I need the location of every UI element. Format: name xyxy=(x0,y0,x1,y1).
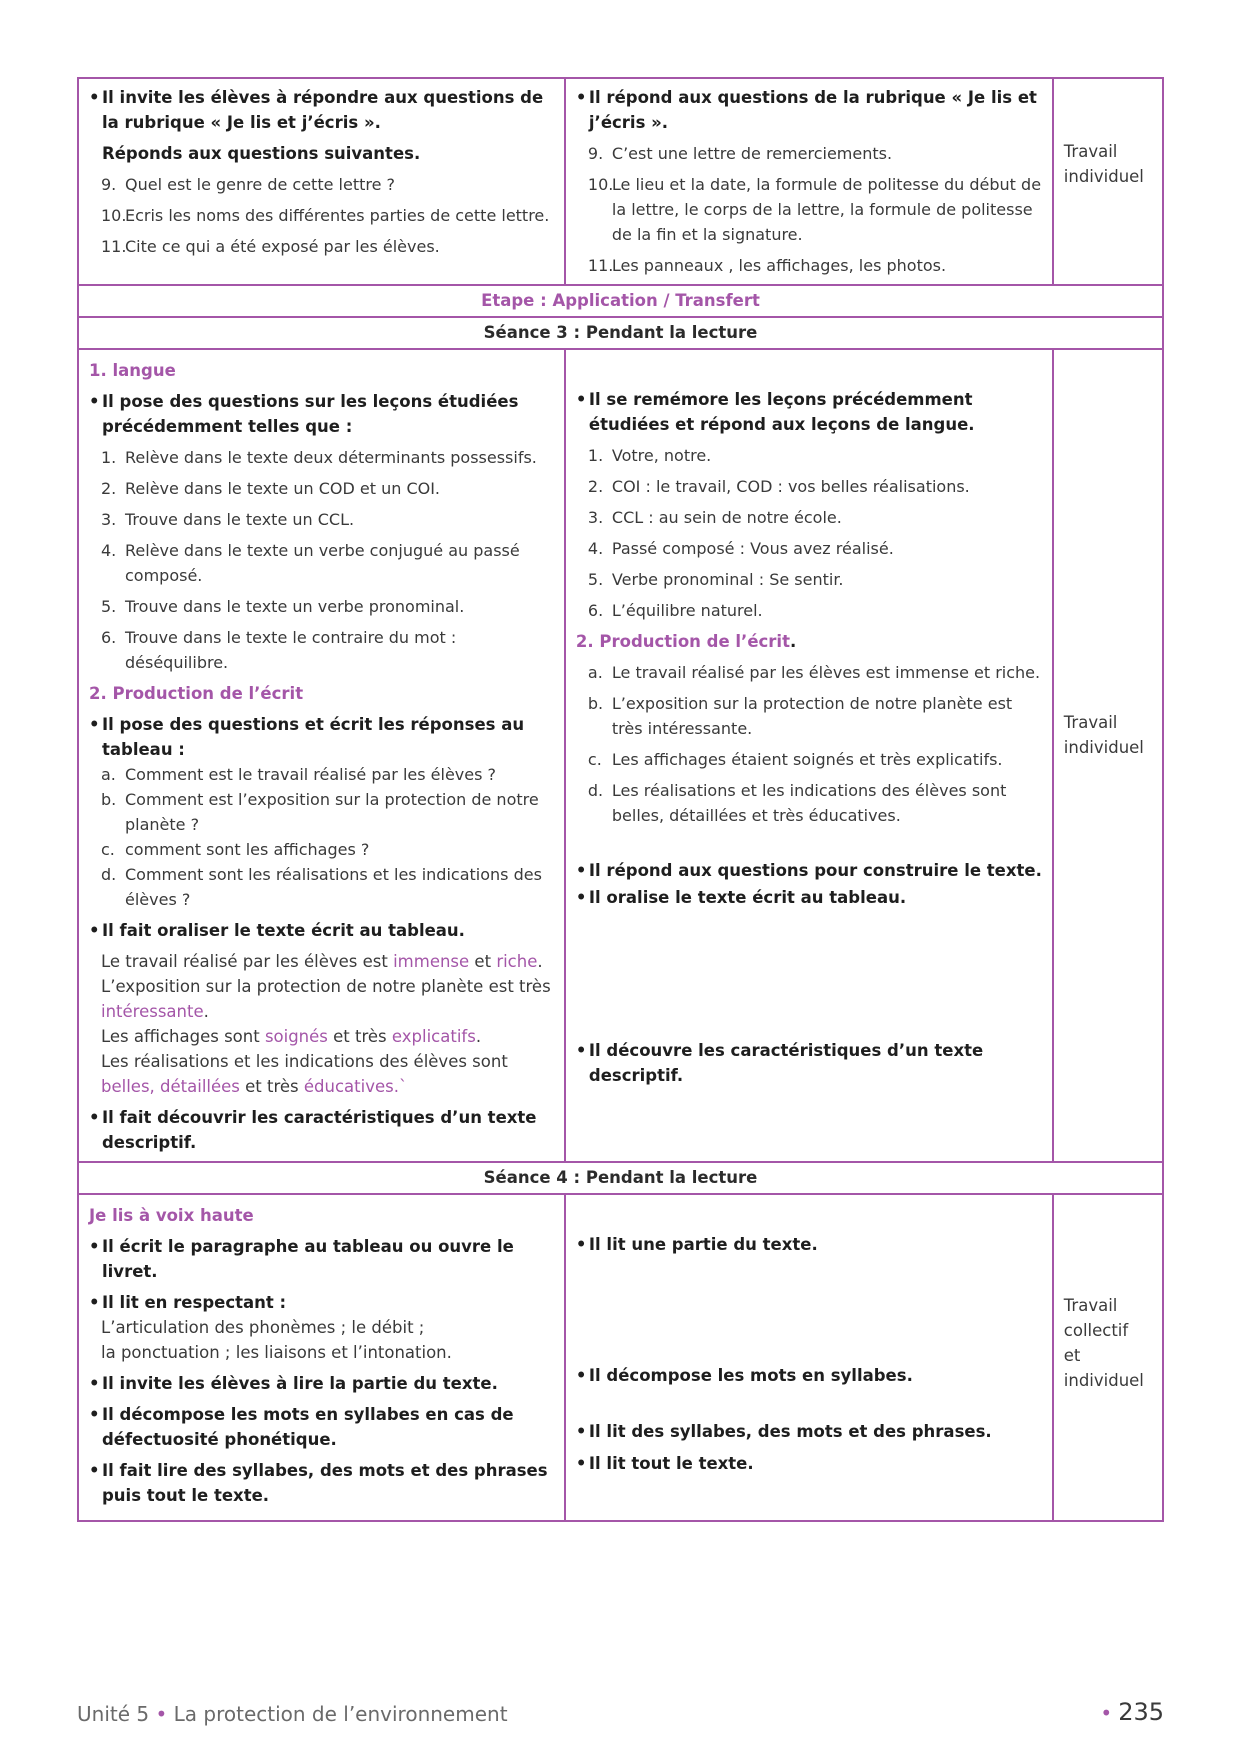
bullet-text: • Il fait oraliser le texte écrit au tableau. xyxy=(89,918,556,943)
item-text: C’est une lettre de remerciements. xyxy=(611,144,893,163)
work-mode-line: Travail xyxy=(1063,713,1118,732)
item-text: Relève dans le texte deux déterminants possessifs. xyxy=(125,448,537,467)
list-item xyxy=(89,837,556,862)
unit-label: Unité 5 xyxy=(77,1702,150,1726)
list-item xyxy=(89,203,556,228)
item-letter: b. xyxy=(101,790,117,809)
list-item xyxy=(89,762,556,787)
item-text: Trouve dans le texte un verbe pronominal. xyxy=(125,597,465,616)
list-item xyxy=(576,443,1044,468)
item-text: comment sont les affichages ? xyxy=(125,840,370,859)
list-item xyxy=(576,172,1044,247)
highlight-word: belles, détaillées xyxy=(101,1077,240,1096)
board-text xyxy=(89,949,556,1099)
list-item xyxy=(89,172,556,197)
section-heading-lecture: Je lis à voix haute xyxy=(89,1206,254,1225)
row-seance-3 xyxy=(78,317,1163,349)
page-dot: • xyxy=(1100,1701,1113,1725)
bullet-text: • Il oralise le texte écrit au tableau. xyxy=(576,885,1044,910)
page-footer xyxy=(77,1702,508,1726)
bullet-text: • Il écrit le paragraphe au tableau ou ouvre le livret. xyxy=(89,1234,556,1284)
item-letter: c. xyxy=(101,840,115,859)
student-cell xyxy=(565,349,1053,1162)
lesson-table xyxy=(77,77,1164,1522)
list-item xyxy=(576,141,1044,166)
item-text: Verbe pronominal : Se sentir. xyxy=(611,570,844,589)
section-heading-production xyxy=(576,629,1044,654)
item-number: 10. xyxy=(587,175,614,194)
work-mode-line: collectif xyxy=(1063,1321,1129,1340)
bullet-text: • Il pose des questions sur les leçons étudiées précédemment telles que : xyxy=(89,389,556,439)
work-mode-line: individuel xyxy=(1063,1371,1144,1390)
item-text: Votre, notre. xyxy=(611,446,712,465)
teacher-cell xyxy=(78,78,565,285)
item-number: 5. xyxy=(101,597,117,616)
list-item xyxy=(89,476,556,501)
item-text: COI : le travail, COD : vos belles réalisations. xyxy=(611,477,970,496)
etape-heading: Etape : Application / Transfert xyxy=(78,285,1163,317)
list-item xyxy=(576,778,1044,828)
item-number: 6. xyxy=(587,601,604,620)
item-number: 4. xyxy=(101,541,117,560)
item-letter: b. xyxy=(587,694,604,713)
item-text: Relève dans le texte un COD et un COI. xyxy=(125,479,441,498)
list-item xyxy=(576,474,1044,499)
highlight-word: éducatives.` xyxy=(303,1077,408,1096)
list-item xyxy=(89,507,556,532)
work-mode-line: Travail xyxy=(1063,1296,1118,1315)
item-text: Trouve dans le texte le contraire du mot : déséquilibre. xyxy=(125,628,457,672)
item-letter: d. xyxy=(587,781,604,800)
item-letter: a. xyxy=(587,663,603,682)
bullet-text: • Il répond aux questions pour construire le texte. xyxy=(576,858,1044,883)
highlight-word: explicatifs xyxy=(391,1027,476,1046)
section-heading-langue: 1. langue xyxy=(89,361,176,380)
student-cell xyxy=(565,78,1053,285)
item-number: 4. xyxy=(587,539,604,558)
item-text: Les réalisations et les indications des élèves sont belles, détaillées et très éducatives. xyxy=(611,781,1007,825)
text-run: Les affichages sont xyxy=(101,1027,265,1046)
instruction: Réponds aux questions suivantes. xyxy=(102,144,421,163)
item-text: Ecris les noms des différentes parties de cette lettre. xyxy=(125,206,550,225)
work-mode-cell xyxy=(1053,349,1163,1162)
bullet-text: • Il lit une partie du texte. xyxy=(576,1232,1044,1257)
item-text: Comment est le travail réalisé par les élèves ? xyxy=(125,765,497,784)
item-text: Les panneaux , les affichages, les photos. xyxy=(611,256,947,275)
separator-dot: • xyxy=(155,1702,168,1726)
student-cell xyxy=(565,1194,1053,1521)
item-letter: a. xyxy=(101,765,116,784)
row-seance-3-content xyxy=(78,349,1163,1162)
item-number: 3. xyxy=(101,510,117,529)
seance-4-heading: Séance 4 : Pendant la lecture xyxy=(78,1162,1163,1194)
item-number: 9. xyxy=(101,175,117,194)
row-je-lis-et-jecris xyxy=(78,78,1163,285)
bullet-text: • Il répond aux questions de la rubrique « Je lis et j’écris ». xyxy=(576,85,1044,135)
item-text: Relève dans le texte un verbe conjugué au passé composé. xyxy=(125,541,520,585)
text-run: et xyxy=(469,952,497,971)
bullet-text: • Il découvre les caractéristiques d’un texte descriptif. xyxy=(576,1038,1044,1088)
item-text: Les affichages étaient soignés et très explicatifs. xyxy=(611,750,1003,769)
row-seance-4 xyxy=(78,1162,1163,1194)
page-number-value: 235 xyxy=(1118,1698,1164,1726)
text-run: . xyxy=(475,1027,482,1046)
list-item xyxy=(576,505,1044,530)
text-run: Les réalisations et les indications des élèves sont xyxy=(101,1052,508,1071)
list-item xyxy=(576,747,1044,772)
item-text: Cite ce qui a été exposé par les élèves. xyxy=(125,237,440,256)
list-item xyxy=(576,253,1044,278)
bullet-text: • Il invite les élèves à répondre aux questions de la rubrique « Je lis et j’écris ». xyxy=(89,85,556,135)
list-item xyxy=(576,536,1044,561)
seance-3-heading: Séance 3 : Pendant la lecture xyxy=(78,317,1163,349)
text-run: . xyxy=(203,1002,209,1021)
text-run: et très xyxy=(327,1027,392,1046)
item-text: Comment sont les réalisations et les indications des élèves ? xyxy=(125,865,542,909)
highlight-word: riche xyxy=(496,952,538,971)
teacher-cell xyxy=(78,1194,565,1521)
criteria-line: L’articulation des phonèmes ; le débit ; xyxy=(101,1318,425,1337)
item-number: 5. xyxy=(587,570,604,589)
item-text: CCL : au sein de notre école. xyxy=(611,508,842,527)
list-item xyxy=(576,567,1044,592)
item-number: 11. xyxy=(587,256,614,275)
bullet-text: • Il lit en respectant : xyxy=(89,1290,556,1315)
work-mode-line: individuel xyxy=(1063,167,1144,186)
item-text: Quel est le genre de cette lettre ? xyxy=(125,175,396,194)
item-number: 2. xyxy=(101,479,117,498)
list-item xyxy=(576,598,1044,623)
item-text: Comment est l’exposition sur la protection de notre planète ? xyxy=(125,790,539,834)
item-text: Le travail réalisé par les élèves est immense et riche. xyxy=(611,663,1041,682)
work-mode-cell xyxy=(1053,1194,1163,1521)
highlight-word: soignés xyxy=(264,1027,328,1046)
row-seance-4-content xyxy=(78,1194,1163,1521)
reading-criteria xyxy=(89,1315,556,1365)
item-text: Trouve dans le texte un CCL. xyxy=(125,510,355,529)
list-item xyxy=(89,538,556,588)
highlight-word: immense xyxy=(393,952,470,971)
page-number xyxy=(1100,1698,1164,1726)
bullet-text: • Il décompose les mots en syllabes en cas de défectuosité phonétique. xyxy=(89,1402,556,1452)
bullet-text: • Il décompose les mots en syllabes. xyxy=(576,1363,1044,1388)
item-number: 10. xyxy=(101,206,127,225)
item-letter: d. xyxy=(101,865,117,884)
item-number: 2. xyxy=(587,477,604,496)
item-text: L’équilibre naturel. xyxy=(611,601,763,620)
work-mode-line: et xyxy=(1063,1346,1081,1365)
row-etape xyxy=(78,285,1163,317)
bullet-text: • Il fait lire des syllabes, des mots et des phrases puis tout le texte. xyxy=(89,1458,556,1508)
text-run: L’exposition sur la protection de notre planète est très xyxy=(101,977,551,996)
item-letter: c. xyxy=(587,750,602,769)
item-number: 1. xyxy=(587,446,604,465)
item-text: Passé composé : Vous avez réalisé. xyxy=(611,539,894,558)
list-item xyxy=(89,234,556,259)
item-number: 3. xyxy=(587,508,604,527)
bullet-text: • Il fait découvrir les caractéristiques d’un texte descriptif. xyxy=(89,1105,556,1155)
teacher-cell xyxy=(78,349,565,1162)
item-text: Le lieu et la date, la formule de politesse du début de la lettre, le corps de la lettre, la formule de politesse de la fin et la signature. xyxy=(611,175,1042,244)
list-item xyxy=(89,445,556,470)
item-number: 11. xyxy=(101,237,127,256)
criteria-line: la ponctuation ; les liaisons et l’intonation. xyxy=(101,1343,452,1362)
list-item xyxy=(89,594,556,619)
item-number: 6. xyxy=(101,628,117,647)
bullet-text: • Il pose des questions et écrit les réponses au tableau : xyxy=(89,712,556,762)
heading-dot: . xyxy=(789,632,797,651)
list-item xyxy=(89,787,556,837)
bullet-text: • Il lit tout le texte. xyxy=(576,1451,1044,1476)
heading-text: 2. Production de l’écrit xyxy=(575,632,790,651)
unit-title: La protection de l’environnement xyxy=(173,1702,508,1726)
list-item xyxy=(89,625,556,675)
bullet-text: • Il invite les élèves à lire la partie du texte. xyxy=(89,1371,556,1396)
list-item xyxy=(89,862,556,912)
text-run: et très xyxy=(239,1077,304,1096)
list-item xyxy=(576,660,1044,685)
item-number: 1. xyxy=(101,448,117,467)
item-text: L’exposition sur la protection de notre planète est très intéressante. xyxy=(611,694,1013,738)
work-mode-line: Travail xyxy=(1063,142,1118,161)
highlight-word: intéressante xyxy=(101,1002,204,1021)
section-heading-production: 2. Production de l’écrit xyxy=(89,684,304,703)
item-number: 9. xyxy=(587,144,604,163)
text-run: . xyxy=(537,952,543,971)
list-item xyxy=(576,691,1044,741)
bullet-text: • Il lit des syllabes, des mots et des phrases. xyxy=(576,1419,1044,1444)
work-mode-cell xyxy=(1053,78,1163,285)
text-run: Le travail réalisé par les élèves est xyxy=(101,952,394,971)
work-mode-line: individuel xyxy=(1063,738,1144,757)
bullet-text: • Il se remémore les leçons précédemment étudiées et répond aux leçons de langue. xyxy=(576,387,1044,437)
